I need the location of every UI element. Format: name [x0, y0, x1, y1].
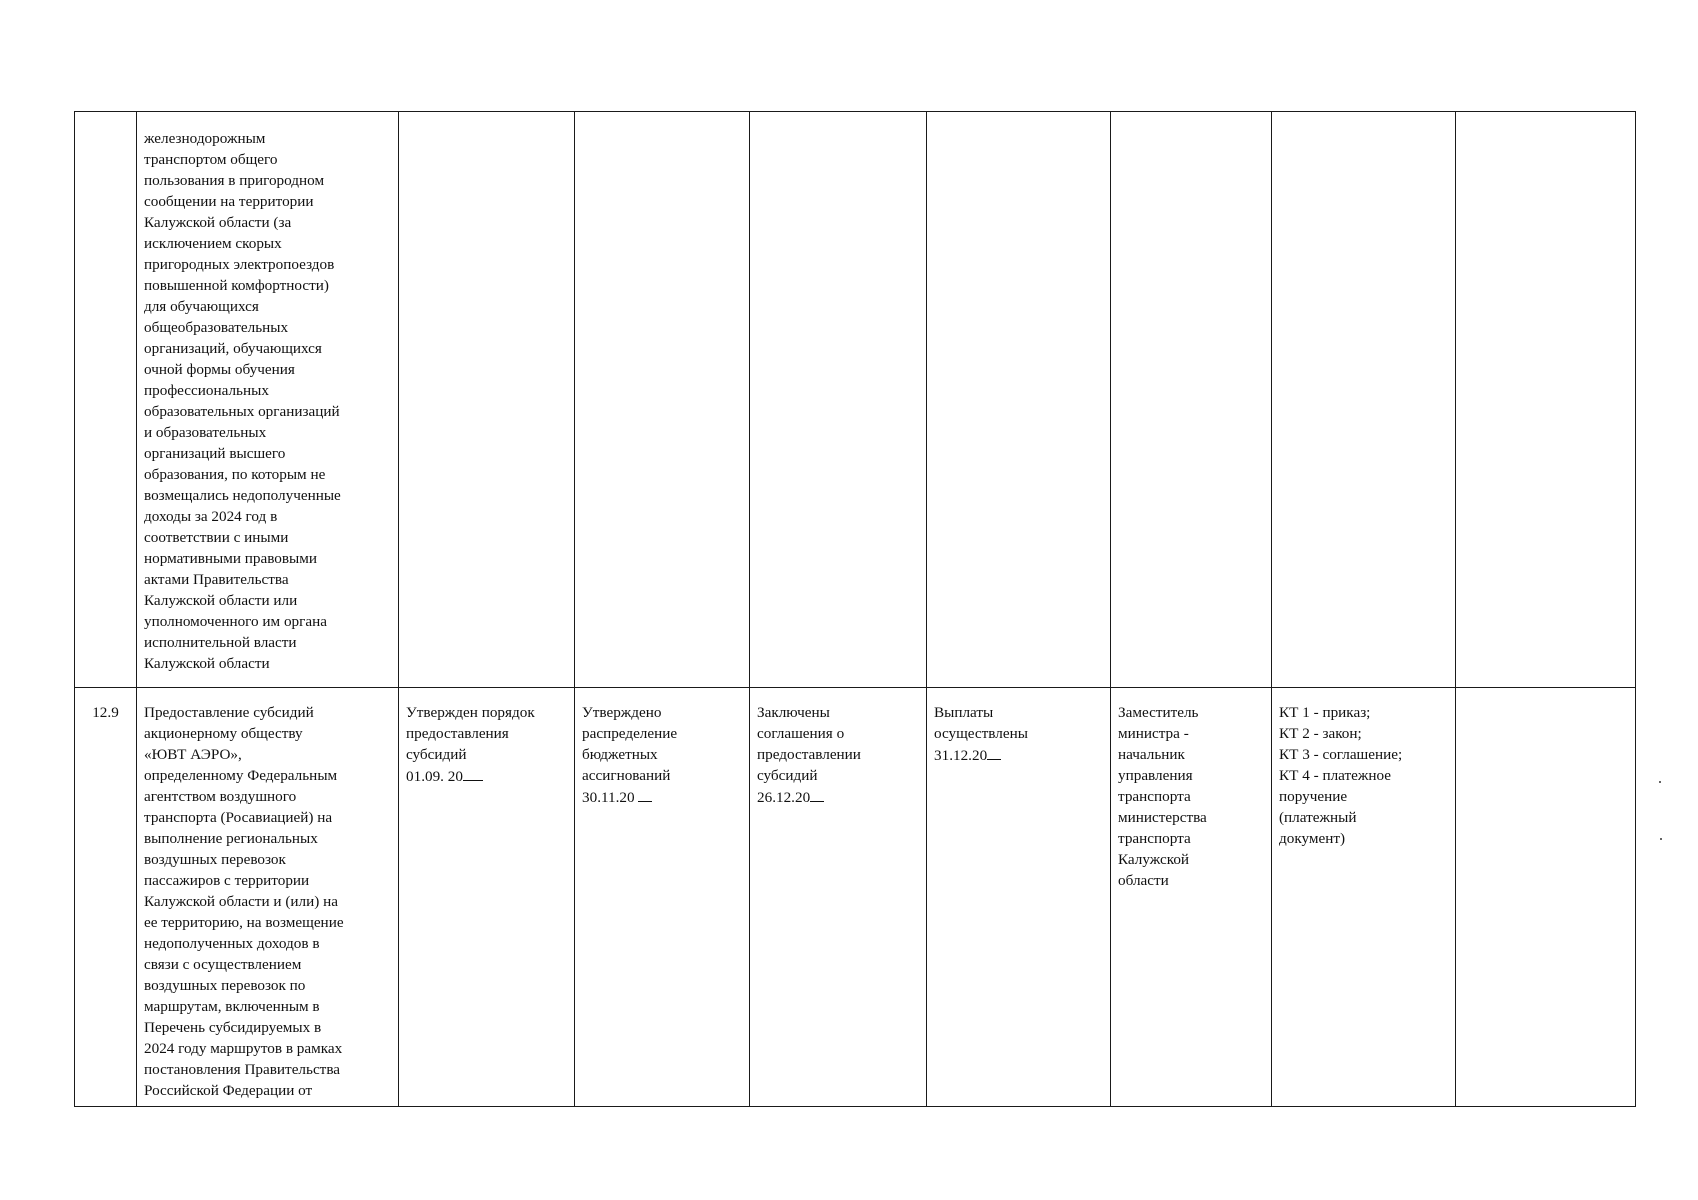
- text-line: транспорта (Росавиацией) на: [144, 809, 333, 826]
- checkpoint-4-cell: [927, 112, 1111, 688]
- text-line: возмещались недополученные: [144, 487, 341, 504]
- description-text: [144, 128, 392, 674]
- text-line: области: [1118, 872, 1169, 889]
- checkpoint-2-date-line: [582, 786, 743, 808]
- text-line: недополученных доходов в: [144, 935, 320, 952]
- text-line: бюджетных: [582, 746, 658, 763]
- text-line: агентством воздушного: [144, 788, 297, 805]
- text-line: транспорта: [1118, 788, 1191, 805]
- text-line: 2024 году маршрутов в рамках: [144, 1040, 343, 1057]
- text-line: Калужской области: [144, 655, 270, 672]
- text-line: КТ 2 - закон;: [1279, 725, 1362, 742]
- plan-table: [74, 111, 1636, 1107]
- text-line: повышенной комфортности): [144, 277, 329, 294]
- text-line: Заключены: [757, 704, 830, 721]
- text-line: образования, по которым не: [144, 466, 326, 483]
- text-line: исполнительной власти: [144, 634, 297, 651]
- row-number: 12.9: [92, 704, 119, 721]
- scan-speck: [1660, 838, 1662, 840]
- checkpoint-2-cell: [575, 112, 750, 688]
- row-number-cell: [75, 112, 137, 688]
- checkpoint-3-text: [757, 702, 920, 786]
- table-row-continued: [75, 112, 1636, 688]
- text-line: КТ 4 - платежное: [1279, 767, 1392, 784]
- text-line: КТ 3 - соглашение;: [1279, 746, 1403, 763]
- scan-speck: [1659, 781, 1661, 783]
- checkpoint-3-cell: [750, 688, 927, 1107]
- text-line: маршрутам, включенным в: [144, 998, 320, 1015]
- text-line: ассигнований: [582, 767, 671, 784]
- text-line: пассажиров с территории: [144, 872, 310, 889]
- checkpoint-2-cell: [575, 688, 750, 1107]
- text-line: Предоставление субсидий: [144, 704, 314, 721]
- text-line: документ): [1279, 830, 1346, 847]
- text-line: Калужской области и (или) на: [144, 893, 338, 910]
- checkpoint-3-date: 26.12.20: [757, 789, 811, 806]
- text-line: выполнение региональных: [144, 830, 318, 847]
- text-line: субсидий: [757, 767, 818, 784]
- text-line: Выплаты: [934, 704, 994, 721]
- notes-cell: [1456, 688, 1636, 1107]
- text-line: воздушных перевозок по: [144, 977, 306, 994]
- text-line: поручение: [1279, 788, 1348, 805]
- text-line: управления: [1118, 767, 1193, 784]
- description-text: [144, 702, 392, 1101]
- text-line: Утвержден порядок: [406, 704, 535, 721]
- text-line: профессиональных: [144, 382, 269, 399]
- text-line: доходы за 2024 год в: [144, 508, 278, 525]
- checkpoint-1-cell: [399, 112, 575, 688]
- date-blank: [810, 786, 824, 802]
- text-line: определенному Федеральным: [144, 767, 338, 784]
- description-cell: [137, 688, 399, 1107]
- text-line: актами Правительства: [144, 571, 289, 588]
- text-line: соответствии с иными: [144, 529, 289, 546]
- text-line: министерства: [1118, 809, 1207, 826]
- text-line: нормативными правовыми: [144, 550, 317, 567]
- date-blank: [463, 765, 483, 781]
- table-row-12-9: [75, 688, 1636, 1107]
- responsible-cell: [1111, 112, 1272, 688]
- checkpoint-1-text: [406, 702, 568, 765]
- checkpoint-3-cell: [750, 112, 927, 688]
- checkpoint-3-date-line: [757, 786, 920, 808]
- text-line: общеобразовательных: [144, 319, 289, 336]
- text-line: акционерному обществу: [144, 725, 303, 742]
- text-line: организаций, обучающихся: [144, 340, 322, 357]
- text-line: очной формы обучения: [144, 361, 295, 378]
- notes-cell: [1456, 112, 1636, 688]
- text-line: уполномоченного им органа: [144, 613, 327, 630]
- checkpoint-4-date-line: [934, 744, 1104, 766]
- text-line: предоставления: [406, 725, 509, 742]
- checkpoint-2-date: 30.11.20: [582, 789, 635, 806]
- text-line: пригородных электропоездов: [144, 256, 335, 273]
- text-line: Российской Федерации от: [144, 1082, 313, 1099]
- text-line: транспортом общего: [144, 151, 278, 168]
- documents-cell: [1272, 688, 1456, 1107]
- text-line: постановления Правительства: [144, 1061, 341, 1078]
- text-line: осуществлены: [934, 725, 1028, 742]
- text-line: ее территорию, на возмещение: [144, 914, 344, 931]
- checkpoint-1-cell: [399, 688, 575, 1107]
- text-line: Калужской: [1118, 851, 1190, 868]
- text-line: Калужской области (за: [144, 214, 292, 231]
- text-line: для обучающихся: [144, 298, 259, 315]
- documents-text: [1279, 702, 1449, 849]
- text-line: КТ 1 - приказ;: [1279, 704, 1371, 721]
- checkpoint-4-text: [934, 702, 1104, 744]
- date-blank: [638, 786, 652, 802]
- documents-cell: [1272, 112, 1456, 688]
- text-line: сообщении на территории: [144, 193, 314, 210]
- text-line: предоставлении: [757, 746, 861, 763]
- text-line: исключением скорых: [144, 235, 282, 252]
- text-line: (платежный: [1279, 809, 1357, 826]
- text-line: Утверждено: [582, 704, 662, 721]
- text-line: Калужской области или: [144, 592, 298, 609]
- text-line: пользования в пригородном: [144, 172, 325, 189]
- row-number-cell: [75, 688, 137, 1107]
- checkpoint-2-text: [582, 702, 743, 786]
- text-line: Заместитель: [1118, 704, 1199, 721]
- text-line: организаций высшего: [144, 445, 286, 462]
- checkpoint-1-date: 01.09. 20: [406, 768, 463, 785]
- text-line: субсидий: [406, 746, 467, 763]
- text-line: Перечень субсидируемых в: [144, 1019, 322, 1036]
- date-blank: [987, 744, 1001, 760]
- responsible-cell: [1111, 688, 1272, 1107]
- text-line: распределение: [582, 725, 678, 742]
- description-cell: [137, 112, 399, 688]
- checkpoint-4-date: 31.12.20: [934, 747, 988, 764]
- text-line: «ЮВТ АЭРО»,: [144, 746, 242, 763]
- checkpoint-4-cell: [927, 688, 1111, 1107]
- text-line: начальник: [1118, 746, 1185, 763]
- text-line: транспорта: [1118, 830, 1191, 847]
- text-line: воздушных перевозок: [144, 851, 286, 868]
- text-line: железнодорожным: [144, 130, 266, 147]
- checkpoint-1-date-line: [406, 765, 568, 787]
- text-line: соглашения о: [757, 725, 845, 742]
- text-line: образовательных организаций: [144, 403, 340, 420]
- responsible-text: [1118, 702, 1265, 891]
- text-line: министра -: [1118, 725, 1189, 742]
- text-line: связи с осуществлением: [144, 956, 302, 973]
- text-line: и образовательных: [144, 424, 267, 441]
